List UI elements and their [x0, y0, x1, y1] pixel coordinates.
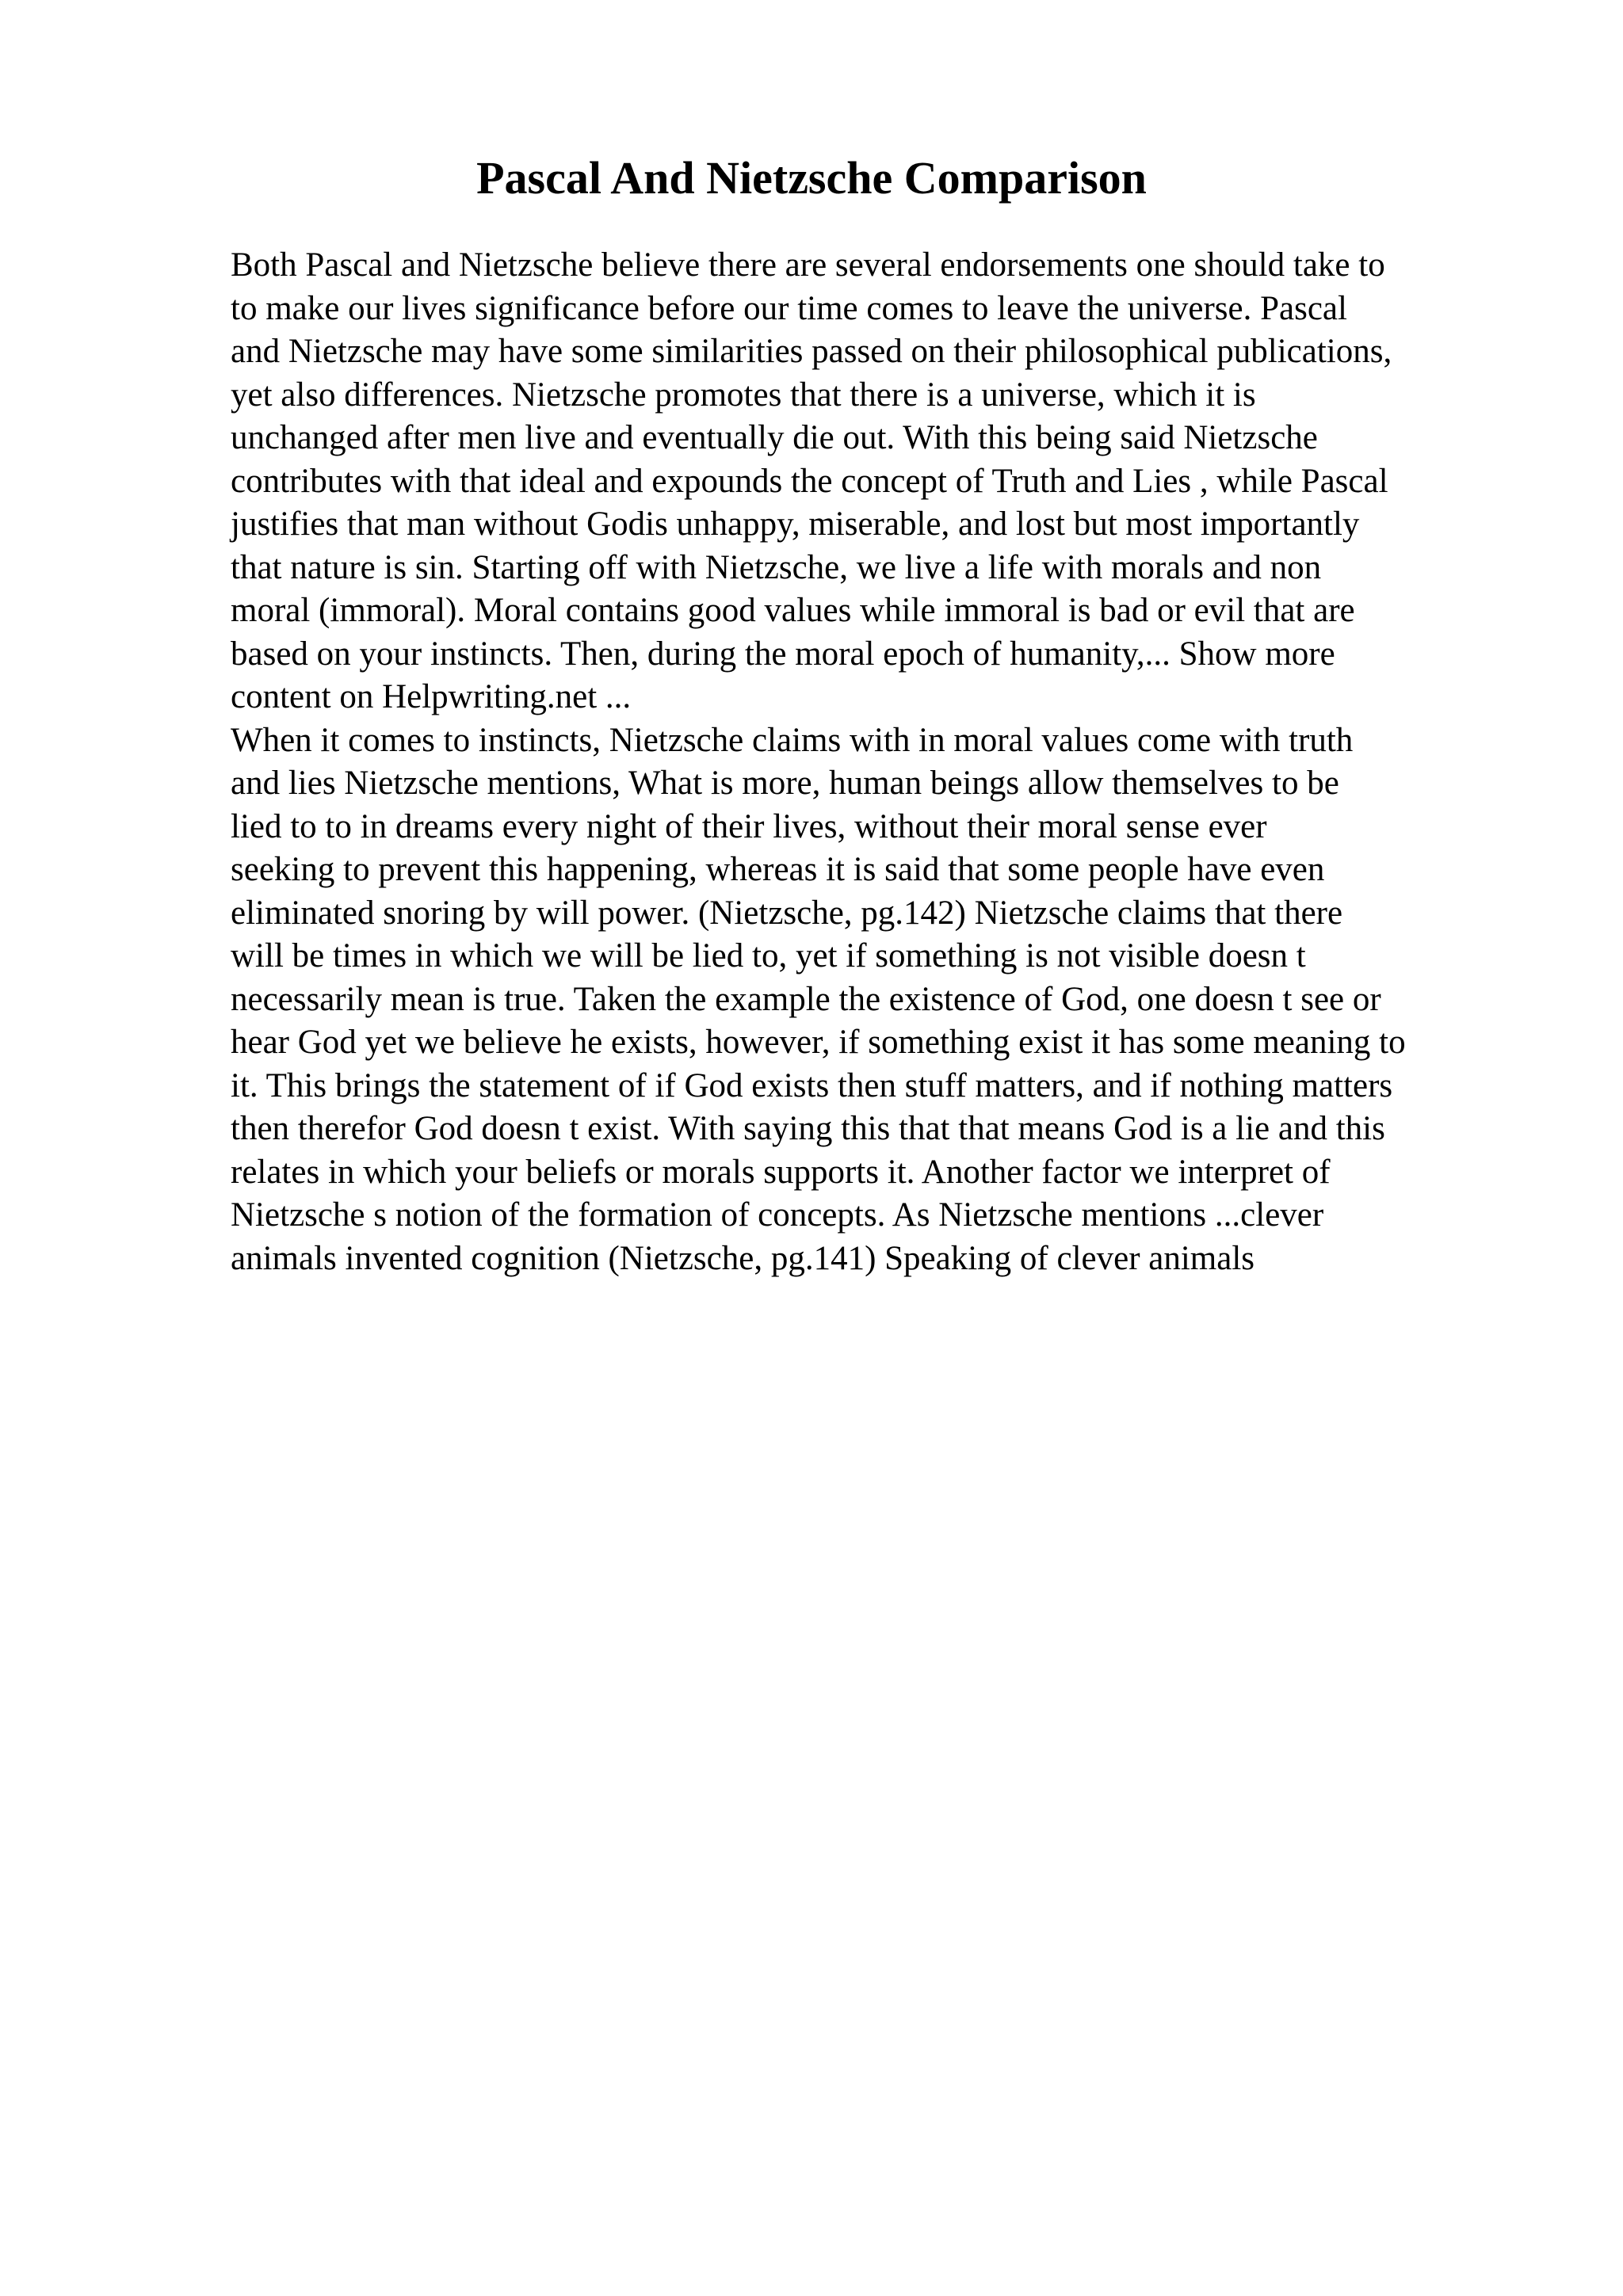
document-body — [231, 244, 1594, 1280]
text-line: Both Pascal and Nietzsche believe there are several endorsements one should take to — [231, 246, 1385, 284]
text-line: and Nietzsche may have some similarities passed on their philosophical publications, — [231, 333, 1392, 370]
text-line: necessarily mean is true. Taken the example the existence of God, one doesn t see or — [231, 980, 1381, 1018]
text-line: unchanged after men live and eventually die out. With this being said Nietzsche — [231, 419, 1318, 456]
text-line: it. This brings the statement of if God exists then stuff matters, and if nothing matters — [231, 1066, 1393, 1104]
text-line: yet also differences. Nietzsche promotes that there is a universe, which it is — [231, 376, 1256, 414]
text-line: content on Helpwriting.net ... — [231, 678, 632, 715]
text-line: When it comes to instincts, Nietzsche claims with in moral values come with truth — [231, 721, 1354, 759]
text-line: that nature is sin. Starting off with Nietzsche, we live a life with morals and non — [231, 548, 1322, 586]
text-line: eliminated snoring by will power. (Nietzsche, pg.142) Nietzsche claims that there — [231, 894, 1343, 932]
text-line: to make our lives significance before our time comes to leave the universe. Pascal — [231, 289, 1347, 327]
text-line: and lies Nietzsche mentions, What is more, human beings allow themselves to be — [231, 765, 1339, 802]
text-line: lied to to in dreams every night of their lives, without their moral sense ever — [231, 807, 1267, 845]
text-line: seeking to prevent this happening, whereas it is said that some people have even — [231, 851, 1325, 888]
text-line: justifies that man without Godis unhappy, miserable, and lost but most importantly — [231, 505, 1360, 543]
text-line: then therefor God doesn t exist. With saying this that that means God is a lie and this — [231, 1110, 1385, 1147]
text-line: relates in which your beliefs or morals supports it. Another factor we interpret of — [231, 1153, 1331, 1191]
text-line: contributes with that ideal and expounds the concept of Truth and Lies , while Pascal — [231, 462, 1388, 500]
document-title: Pascal And Nietzsche Comparison — [476, 152, 1147, 204]
text-line: Nietzsche s notion of the formation of concepts. As Nietzsche mentions ...clever — [231, 1196, 1324, 1234]
text-line: will be times in which we will be lied to, yet if something is not visible doesn t — [231, 937, 1306, 974]
text-line: moral (immoral). Moral contains good values while immoral is bad or evil that are — [231, 592, 1355, 629]
text-line: based on your instincts. Then, during the moral epoch of humanity,... Show more — [231, 635, 1335, 673]
text-line: animals invented cognition (Nietzsche, pg.141) Speaking of clever animals — [231, 1239, 1255, 1277]
text-line: hear God yet we believe he exists, however, if something exist it has some meaning to — [231, 1024, 1406, 1061]
